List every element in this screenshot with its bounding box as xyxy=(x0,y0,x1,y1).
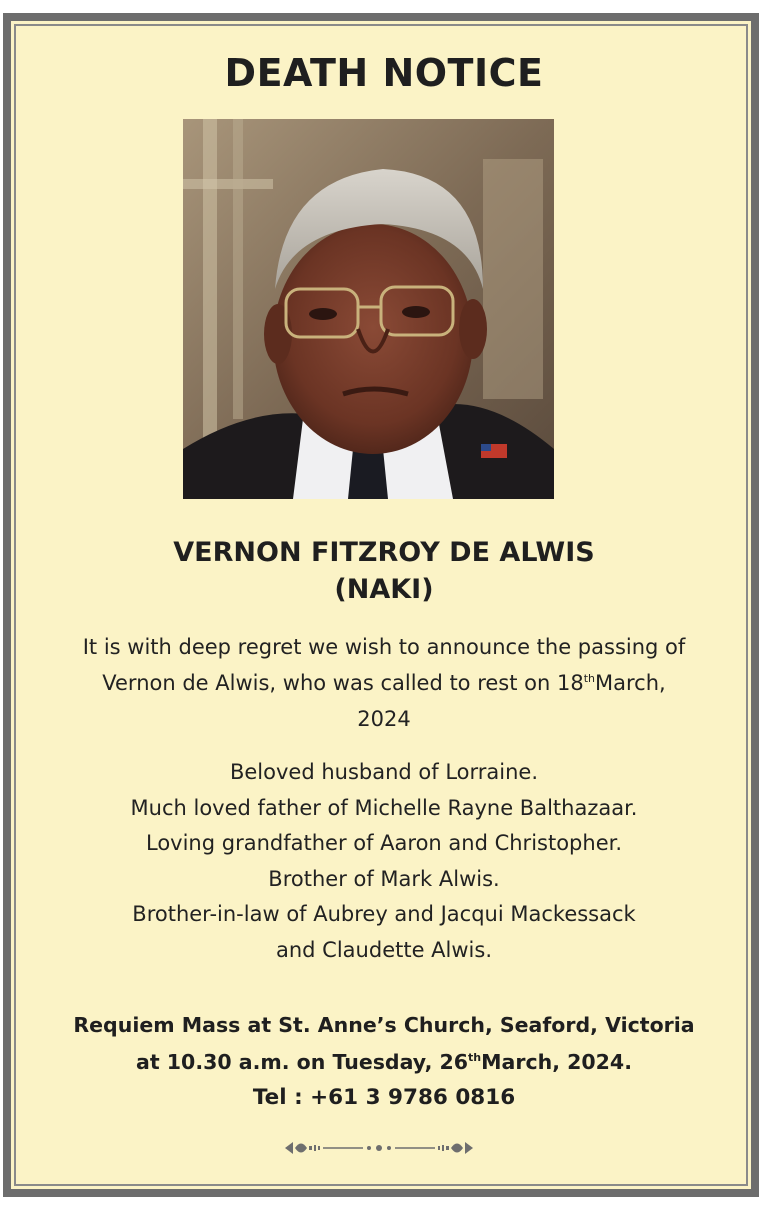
family-line: and Claudette Alwis. xyxy=(276,937,492,962)
service-line-2 xyxy=(0,1044,768,1081)
contact-phone xyxy=(0,1085,768,1110)
family-line: Much loved father of Michelle Rayne Balthazaar. xyxy=(130,795,638,820)
portrait-photo xyxy=(183,119,554,499)
tel-separator: : xyxy=(286,1085,311,1110)
tel-number: +61 3 9786 0816 xyxy=(310,1085,516,1110)
deceased-name xyxy=(0,534,768,608)
service-date-suffix: th xyxy=(468,1051,482,1065)
service-line-1: Requiem Mass at St. Anne’s Church, Seaford, Victoria xyxy=(73,1013,695,1037)
deceased-full-name: VERNON FITZROY DE ALWIS xyxy=(173,537,595,568)
announcement-line-2-text: Vernon de Alwis, who was called to rest on 18 xyxy=(102,671,584,695)
tel-label: Tel xyxy=(252,1085,287,1110)
family-line: Loving grandfather of Aaron and Christopher. xyxy=(145,831,622,855)
service-line-2-text: at 10.30 a.m. on Tuesday, 26 xyxy=(136,1050,469,1074)
announcement-line-1: It is with deep regret we wish to announce the passing of xyxy=(82,635,686,659)
family-line: Brother of Mark Alwis. xyxy=(268,866,500,891)
family-list xyxy=(0,755,768,968)
family-line: Beloved husband of Lorraine. xyxy=(229,760,539,784)
announcement-text xyxy=(0,629,768,737)
family-line: Brother-in-law of Aubrey and Jacqui Mackessack xyxy=(132,902,636,926)
service-details xyxy=(0,1007,768,1081)
announcement-line-2 xyxy=(0,665,768,701)
announcement-date-suffix: th xyxy=(583,672,595,685)
announcement-year: 2024 xyxy=(357,707,411,731)
notice-heading: DEATH NOTICE xyxy=(224,51,544,95)
announcement-line-2-month: March, xyxy=(595,671,666,695)
service-line-2-date: March, 2024. xyxy=(481,1050,632,1074)
deceased-nickname: (NAKI) xyxy=(334,574,434,605)
ornamental-divider-icon xyxy=(281,1137,477,1159)
